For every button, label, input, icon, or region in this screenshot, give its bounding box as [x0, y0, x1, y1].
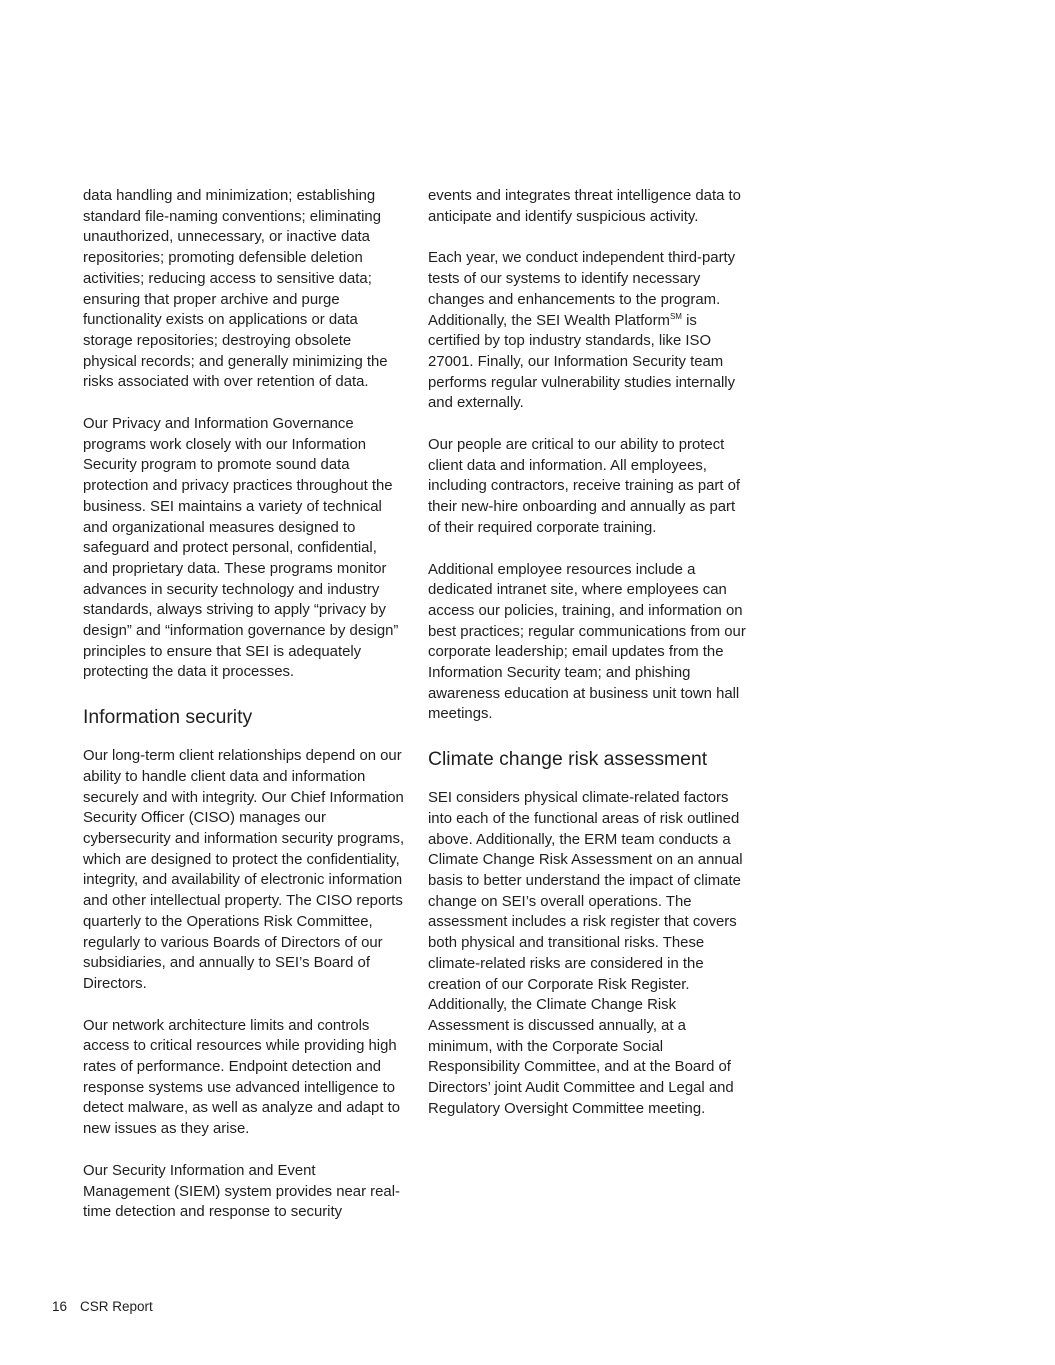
- paragraph-climate-assessment: SEI considers physical climate-related factors into each of the functional areas of risk outlined above. Additionally, the ERM team conducts a Climate Change Risk Assessment on an annual basis to better understand the impact of climate change on SEI’s overall operations. The assessment includes a risk register that covers both physical and transitional risks. These climate-related risks are considered in the creation of our Corporate Risk Register. Additionally, the Climate Change Risk Assessment is discussed annually, at a minimum, with the Corporate Social Responsibility Committee, and at the Board of Directors’ joint Audit Committee and Legal and Regulatory Oversight Committee meeting.: [428, 790, 743, 1117]
- paragraph-ciso: Our long-term client relationships depend on our ability to handle client data and information securely and with integrity. Our Chief Information Security Officer (CISO) manages our cybersecurity and information security programs, which are designed to protect the confidentiality, integrity, and availability of electronic information and other intellectual property. The CISO reports quarterly to the Operations Risk Committee, regularly to various Boards of Directors of our subsidiaries, and annually to SEI’s Board of Directors.: [83, 748, 405, 992]
- paragraph-privacy-governance: Our Privacy and Information Governance programs work closely with our Information Security program to promote sound data protection and privacy practices throughout the business. SEI maintains a variety of technical and organizational measures designed to safeguard and protect personal, confidential, and proprietary data. These programs monitor advances in security technology and industry standards, always striving to apply “privacy by design” and “information governance by design” principles to ensure that SEI is adequately protecting the data it processes.: [83, 416, 399, 681]
- paragraph-network-architecture: Our network architecture limits and controls access to critical resources while providing high rates of performance. Endpoint detection and response systems use advanced intelligence to detect malware, as well as analyze and adapt to new issues as they arise.: [83, 1017, 401, 1138]
- paragraph-employee-resources: Additional employee resources include a dedicated intranet site, where employees can access our policies, training, and information on best practices; regular communications from our corporate leadership; email updates from the Information Security team; and phishing awareness education at business unit town hall meetings.: [428, 561, 746, 723]
- heading-information-security: Information security: [83, 706, 253, 729]
- page-footer: [52, 1299, 153, 1314]
- paragraph-third-party-tests: [428, 248, 750, 414]
- right-column: [428, 186, 750, 1140]
- report-title: CSR Report: [80, 1299, 153, 1314]
- third-party-tests-text-b: is certified by top industry standards, like ISO 27001. Finally, our Information Security team performs regular vulnerability studies internally and externally.: [428, 312, 736, 412]
- service-mark: SM: [669, 311, 682, 321]
- third-party-tests-text-a: Each year, we conduct independent third-party tests of our systems to identify necessary changes and enhancements to the program. Additionally, the SEI Wealth Platform: [428, 250, 736, 329]
- heading-climate-change: Climate change risk assessment: [428, 748, 708, 771]
- paragraph-siem: Our Security Information and Event Management (SIEM) system provides near real-time detection and response to security: [83, 1162, 400, 1221]
- left-column: [83, 186, 405, 1244]
- paragraph-threat-intelligence: events and integrates threat intelligence data to anticipate and identify suspicious activity.: [428, 188, 741, 225]
- paragraph-employee-training: Our people are critical to our ability to protect client data and information. All employees, including contractors, receive training as part of their new-hire onboarding and annually as part of their required corporate training.: [428, 437, 741, 536]
- paragraph-data-minimization: data handling and minimization; establishing standard file-naming conventions; eliminating unauthorized, unnecessary, or inactive data repositories; promoting defensible deletion activities; reducing access to sensitive data; ensuring that proper archive and purge functionality exists on applications or data storage repositories; destroying obsolete physical records; and generally minimizing the risks associated with over retention of data.: [83, 188, 388, 391]
- page-number: 16: [52, 1299, 68, 1314]
